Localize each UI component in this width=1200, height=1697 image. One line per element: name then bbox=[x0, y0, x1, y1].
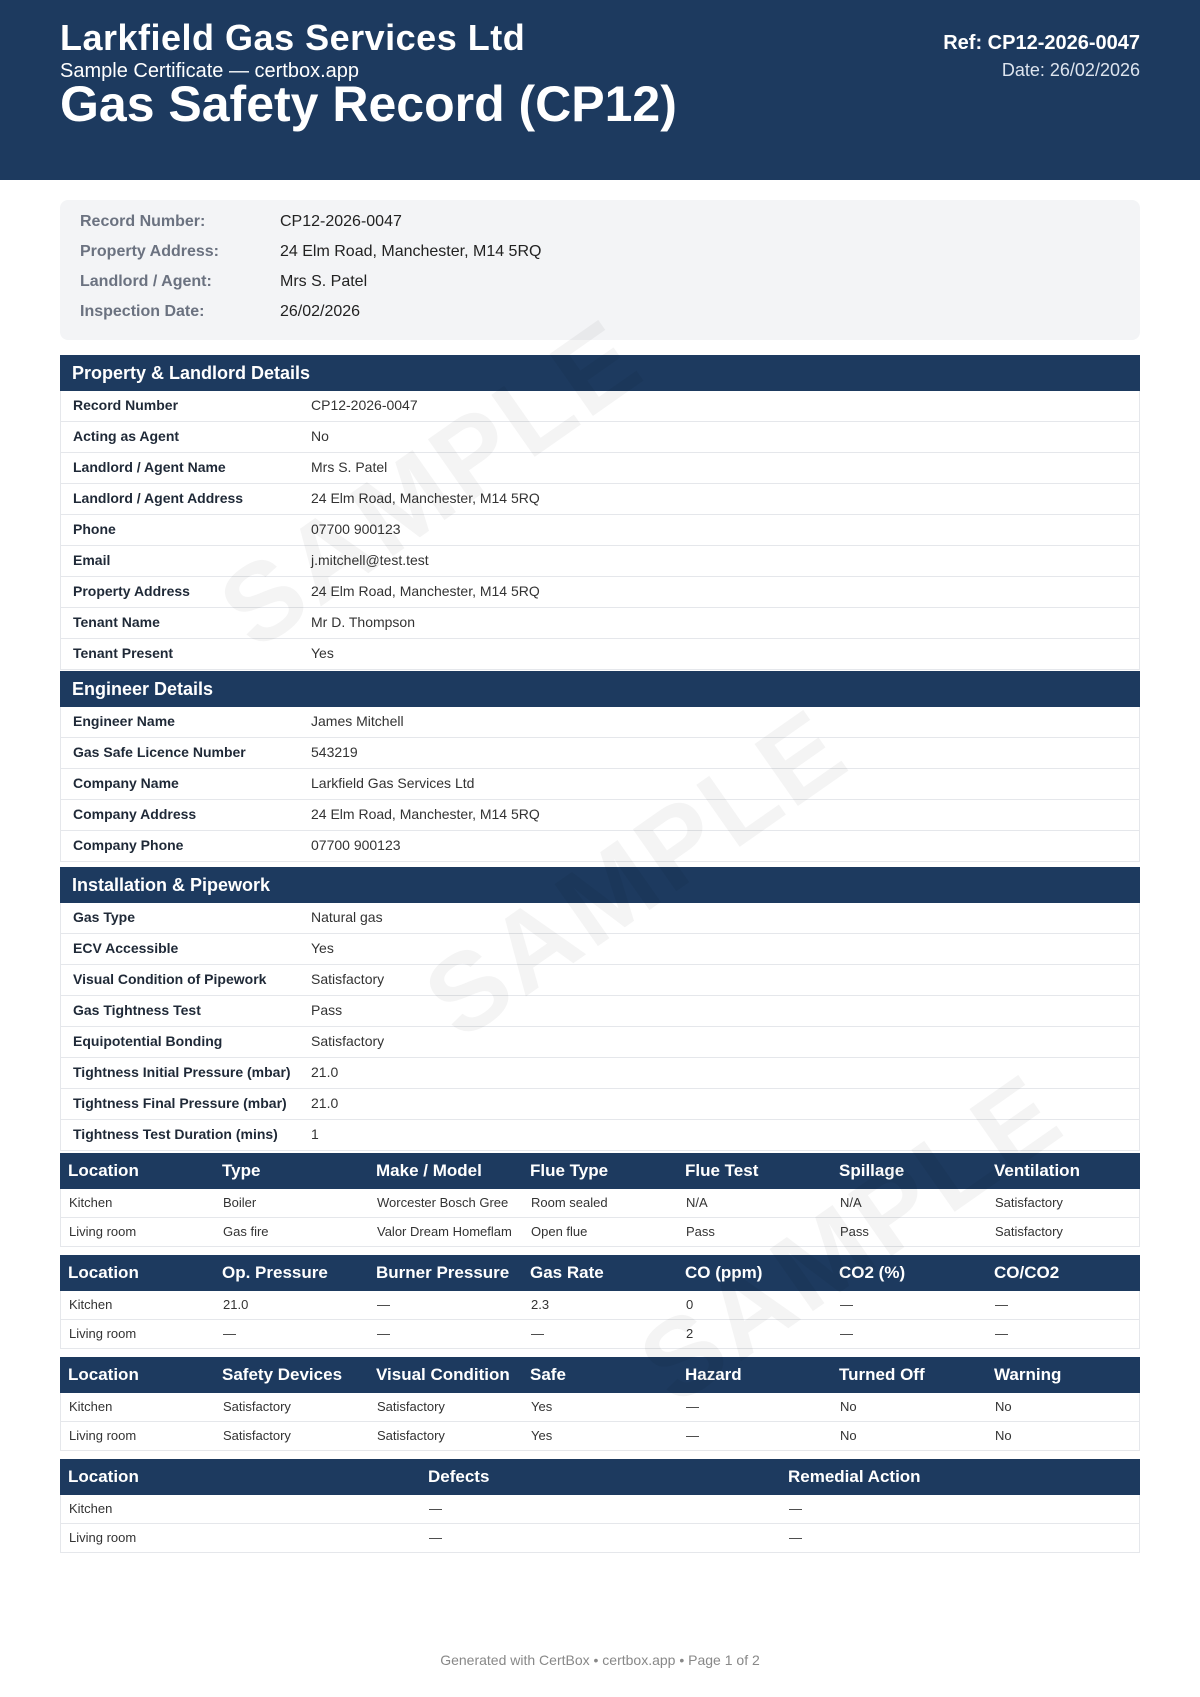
safety-table bbox=[60, 1357, 1140, 1451]
table-cell: Living room bbox=[69, 1326, 137, 1341]
header-date: Date: 26/02/2026 bbox=[1001, 60, 1140, 80]
table-cell: No bbox=[995, 1399, 1012, 1414]
table-cell: — bbox=[429, 1530, 442, 1545]
detail-label: Visual Condition of Pipework bbox=[73, 971, 267, 987]
detail-label: Tightness Initial Pressure (mbar) bbox=[73, 1064, 291, 1080]
table-cell: No bbox=[995, 1428, 1012, 1443]
detail-row bbox=[60, 639, 1140, 670]
table-cell: Living room bbox=[69, 1224, 137, 1239]
detail-label: Equipotential Bonding bbox=[73, 1033, 223, 1049]
column-header: Safety Devices bbox=[222, 1365, 343, 1384]
table-cell: Satisfactory bbox=[377, 1399, 445, 1414]
table-cell: — bbox=[429, 1501, 442, 1516]
detail-value: Yes bbox=[311, 645, 334, 661]
table-cell: 2 bbox=[686, 1326, 694, 1341]
table-cell: Pass bbox=[686, 1224, 715, 1239]
detail-value: CP12-2026-0047 bbox=[311, 397, 418, 413]
table-cell: Worcester Bosch Gree bbox=[377, 1195, 509, 1210]
table-cell: Satisfactory bbox=[223, 1399, 291, 1414]
section-heading: Installation & Pipework bbox=[60, 867, 1140, 903]
table-cell: — bbox=[686, 1428, 699, 1443]
table-cell: Yes bbox=[531, 1399, 553, 1414]
detail-row bbox=[60, 707, 1140, 738]
table-row bbox=[60, 1320, 1140, 1349]
detail-label: Record Number bbox=[73, 397, 179, 413]
table-row bbox=[60, 1393, 1140, 1422]
column-header: Flue Type bbox=[530, 1161, 609, 1180]
detail-row bbox=[60, 1120, 1140, 1151]
detail-label: Acting as Agent bbox=[73, 428, 180, 444]
table-cell: N/A bbox=[686, 1195, 708, 1210]
detail-label: Landlord / Agent Name bbox=[73, 459, 226, 475]
detail-row bbox=[60, 546, 1140, 577]
column-header: Hazard bbox=[685, 1365, 742, 1384]
summary-label: Landlord / Agent: bbox=[80, 273, 212, 290]
detail-label: Tightness Test Duration (mins) bbox=[73, 1126, 278, 1142]
detail-value: j.mitchell@test.test bbox=[311, 552, 429, 568]
reference-number: Ref: CP12-2026-0047 bbox=[943, 32, 1140, 54]
table-cell: Open flue bbox=[531, 1224, 588, 1239]
table-cell: Kitchen bbox=[69, 1297, 113, 1312]
detail-value: Natural gas bbox=[311, 909, 383, 925]
table-header-row bbox=[60, 1255, 1140, 1291]
section-heading: Engineer Details bbox=[60, 671, 1140, 707]
table-cell: Room sealed bbox=[531, 1195, 608, 1210]
detail-label: Gas Safe Licence Number bbox=[73, 744, 246, 760]
detail-value: 24 Elm Road, Manchester, M14 5RQ bbox=[311, 583, 540, 599]
column-header: Spillage bbox=[839, 1161, 905, 1180]
detail-value: Mr D. Thompson bbox=[311, 614, 415, 630]
column-header: Type bbox=[222, 1161, 261, 1180]
detail-value: 1 bbox=[311, 1126, 319, 1142]
table-header-row bbox=[60, 1459, 1140, 1495]
table-cell: Gas fire bbox=[223, 1224, 269, 1239]
table-cell: 2.3 bbox=[531, 1297, 550, 1312]
summary-label: Inspection Date: bbox=[80, 303, 205, 320]
table-header-row bbox=[60, 1357, 1140, 1393]
detail-value: 24 Elm Road, Manchester, M14 5RQ bbox=[311, 806, 540, 822]
table-cell: — bbox=[840, 1326, 853, 1341]
detail-label: Gas Tightness Test bbox=[73, 1002, 201, 1018]
table-cell: Kitchen bbox=[69, 1501, 113, 1516]
detail-row bbox=[60, 453, 1140, 484]
detail-row bbox=[60, 391, 1140, 422]
detail-label: Engineer Name bbox=[73, 713, 175, 729]
table-cell: No bbox=[840, 1428, 857, 1443]
detail-row bbox=[60, 934, 1140, 965]
table-row bbox=[60, 1524, 1140, 1553]
table-row bbox=[60, 1218, 1140, 1247]
detail-value: Pass bbox=[311, 1002, 343, 1018]
detail-label: Landlord / Agent Address bbox=[73, 490, 244, 506]
table-cell: N/A bbox=[840, 1195, 862, 1210]
table-cell: — bbox=[995, 1297, 1008, 1312]
table-cell: Satisfactory bbox=[995, 1195, 1063, 1210]
column-header: Remedial Action bbox=[788, 1467, 921, 1486]
column-header: Op. Pressure bbox=[222, 1263, 328, 1282]
detail-value: 07700 900123 bbox=[311, 837, 401, 853]
detail-value: James Mitchell bbox=[311, 713, 404, 729]
defects-table bbox=[60, 1459, 1140, 1553]
summary-label: Record Number: bbox=[80, 213, 206, 230]
detail-row bbox=[60, 965, 1140, 996]
detail-label: Email bbox=[73, 552, 111, 568]
detail-row bbox=[60, 769, 1140, 800]
detail-label: Tightness Final Pressure (mbar) bbox=[73, 1095, 287, 1111]
detail-row bbox=[60, 1027, 1140, 1058]
detail-value: Mrs S. Patel bbox=[311, 459, 388, 475]
column-header: Location bbox=[68, 1263, 139, 1282]
detail-value: Yes bbox=[311, 940, 334, 956]
column-header: Visual Condition bbox=[376, 1365, 510, 1384]
detail-label: Tenant Name bbox=[73, 614, 160, 630]
detail-label: Phone bbox=[73, 521, 116, 537]
table-cell: No bbox=[840, 1399, 857, 1414]
column-header: CO (ppm) bbox=[685, 1263, 763, 1282]
summary-value: CP12-2026-0047 bbox=[280, 213, 402, 230]
table-cell: Pass bbox=[840, 1224, 869, 1239]
detail-row bbox=[60, 484, 1140, 515]
certificate-header bbox=[0, 0, 1200, 180]
section-heading: Property & Landlord Details bbox=[60, 355, 1140, 391]
table-cell: Boiler bbox=[223, 1195, 257, 1210]
table-cell: Valor Dream Homeflam bbox=[377, 1224, 512, 1239]
detail-value: 21.0 bbox=[311, 1095, 339, 1111]
column-header: Location bbox=[68, 1161, 139, 1180]
table-cell: — bbox=[223, 1326, 236, 1341]
detail-label: Company Phone bbox=[73, 837, 184, 853]
summary-value: Mrs S. Patel bbox=[280, 273, 368, 290]
detail-row bbox=[60, 515, 1140, 546]
detail-row bbox=[60, 1058, 1140, 1089]
table-row bbox=[60, 1495, 1140, 1524]
table-cell: Satisfactory bbox=[377, 1428, 445, 1443]
certificate-subtitle: Sample Certificate — certbox.app bbox=[60, 60, 360, 82]
detail-row bbox=[60, 800, 1140, 831]
table-cell: Satisfactory bbox=[995, 1224, 1063, 1239]
column-header: CO2 (%) bbox=[839, 1263, 906, 1282]
detail-label: Company Address bbox=[73, 806, 197, 822]
table-cell: 21.0 bbox=[223, 1297, 249, 1312]
detail-row bbox=[60, 996, 1140, 1027]
table-cell: — bbox=[531, 1326, 544, 1341]
detail-value: Satisfactory bbox=[311, 1033, 385, 1049]
detail-row bbox=[60, 1089, 1140, 1120]
column-header: Gas Rate bbox=[530, 1263, 604, 1282]
table-cell: Satisfactory bbox=[223, 1428, 291, 1443]
table-cell: — bbox=[995, 1326, 1008, 1341]
page-footer: Generated with CertBox • certbox.app • Page 1 of 2 bbox=[440, 1652, 760, 1668]
detail-row bbox=[60, 608, 1140, 639]
summary-value: 24 Elm Road, Manchester, M14 5RQ bbox=[280, 243, 542, 260]
installation-section bbox=[60, 867, 1140, 1151]
detail-value: 21.0 bbox=[311, 1064, 339, 1080]
summary-label: Property Address: bbox=[80, 243, 219, 260]
column-header: Ventilation bbox=[994, 1161, 1080, 1180]
table-row bbox=[60, 1291, 1140, 1320]
detail-value: No bbox=[311, 428, 329, 444]
table-cell: Living room bbox=[69, 1530, 137, 1545]
readings-table bbox=[60, 1255, 1140, 1349]
table-cell: — bbox=[789, 1530, 802, 1545]
property-landlord-section bbox=[60, 355, 1140, 670]
column-header: Turned Off bbox=[839, 1365, 925, 1384]
column-header: Flue Test bbox=[685, 1161, 759, 1180]
table-cell: Yes bbox=[531, 1428, 553, 1443]
detail-label: Gas Type bbox=[73, 909, 135, 925]
column-header: Defects bbox=[428, 1467, 490, 1486]
detail-row bbox=[60, 577, 1140, 608]
table-cell: 0 bbox=[686, 1297, 694, 1312]
engineer-section bbox=[60, 671, 1140, 862]
document-title: Gas Safety Record (CP12) bbox=[60, 76, 677, 132]
column-header: Location bbox=[68, 1365, 139, 1384]
detail-row bbox=[60, 738, 1140, 769]
summary-value: 26/02/2026 bbox=[280, 303, 361, 320]
column-header: Location bbox=[68, 1467, 139, 1486]
appliances-table bbox=[60, 1153, 1140, 1247]
table-cell: Kitchen bbox=[69, 1399, 113, 1414]
table-cell: — bbox=[377, 1326, 390, 1341]
summary-box bbox=[60, 200, 1140, 340]
detail-label: Company Name bbox=[73, 775, 179, 791]
detail-value: 07700 900123 bbox=[311, 521, 401, 537]
table-row bbox=[60, 1422, 1140, 1451]
column-header: CO/CO2 bbox=[994, 1263, 1060, 1282]
detail-row bbox=[60, 422, 1140, 453]
table-cell: Living room bbox=[69, 1428, 137, 1443]
column-header: Make / Model bbox=[376, 1161, 482, 1180]
detail-value: 543219 bbox=[311, 744, 358, 760]
detail-label: Tenant Present bbox=[73, 645, 174, 661]
table-cell: — bbox=[377, 1297, 390, 1312]
detail-label: Property Address bbox=[73, 583, 190, 599]
detail-value: Satisfactory bbox=[311, 971, 385, 987]
company-name: Larkfield Gas Services Ltd bbox=[60, 17, 526, 58]
detail-row bbox=[60, 831, 1140, 862]
detail-label: ECV Accessible bbox=[73, 940, 179, 956]
detail-row bbox=[60, 903, 1140, 934]
column-header: Burner Pressure bbox=[376, 1263, 510, 1282]
detail-value: Larkfield Gas Services Ltd bbox=[311, 775, 475, 791]
table-header-row bbox=[60, 1153, 1140, 1189]
table-row bbox=[60, 1189, 1140, 1218]
table-cell: — bbox=[686, 1399, 699, 1414]
column-header: Warning bbox=[994, 1365, 1062, 1384]
detail-value: 24 Elm Road, Manchester, M14 5RQ bbox=[311, 490, 540, 506]
table-cell: Kitchen bbox=[69, 1195, 113, 1210]
table-cell: — bbox=[840, 1297, 853, 1312]
column-header: Safe bbox=[530, 1365, 566, 1384]
table-cell: — bbox=[789, 1501, 802, 1516]
